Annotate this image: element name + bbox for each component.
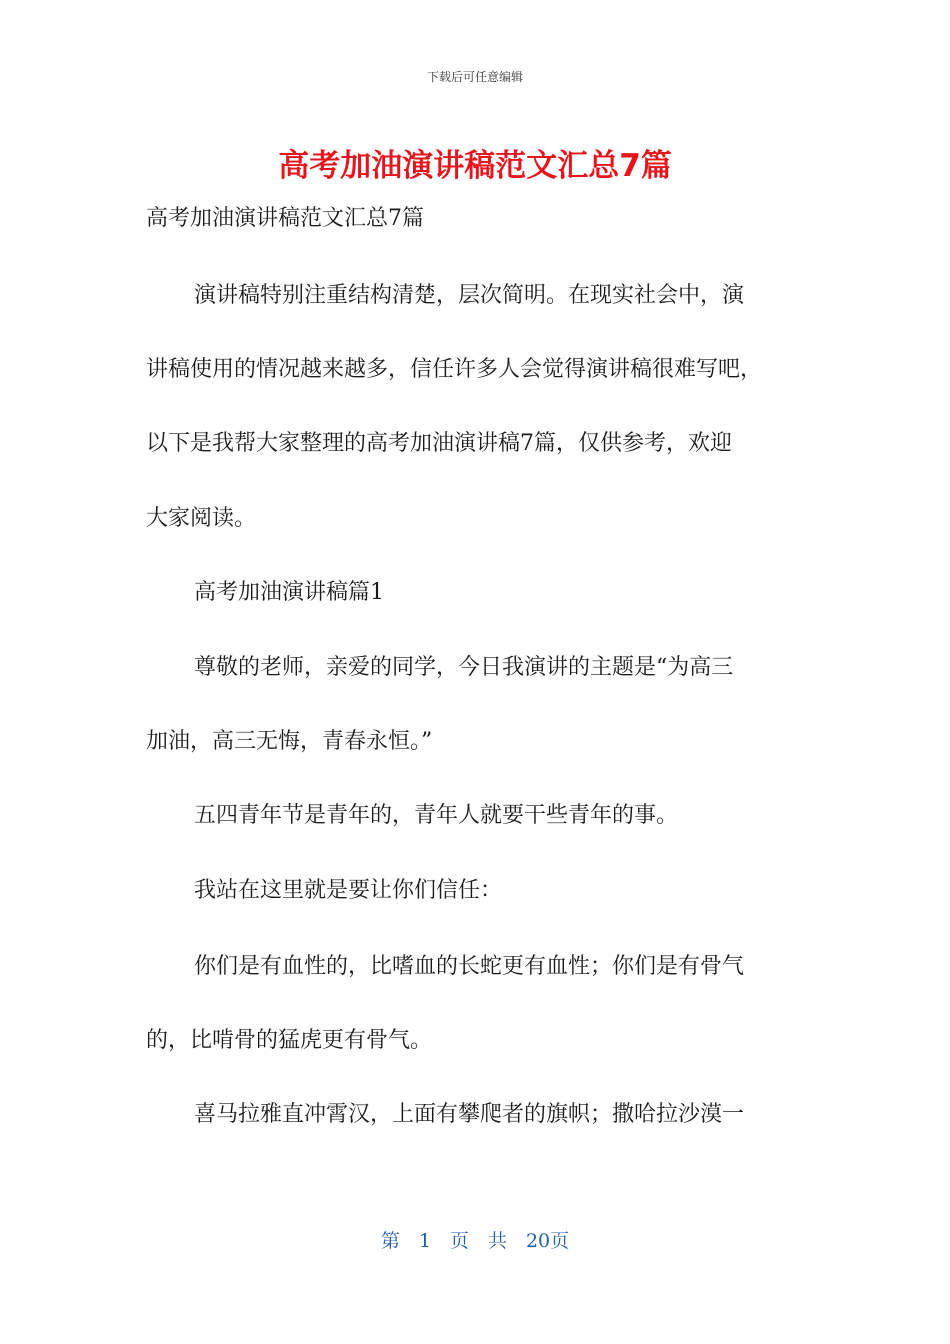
paragraph-line: 以下是我帮大家整理的高考加油演讲稿7篇，仅供参考，欢迎 [146, 431, 732, 456]
subtitle-line: 高考加油演讲稿范文汇总7篇 [146, 206, 424, 231]
paragraph-line: 你们是有血性的，比嗜血的长蛇更有血性；你们是有骨气 [194, 954, 745, 979]
paragraph-line: 五四青年节是青年的，青年人就要干些青年的事。 [194, 803, 679, 828]
paragraph-line: 喜马拉雅直冲霄汉，上面有攀爬者的旗帜；撒哈拉沙漠一 [194, 1102, 745, 1127]
paragraph-line: 加油，高三无悔，青春永恒。” [146, 729, 433, 754]
paragraph-line: 大家阅读。 [146, 506, 257, 531]
page-footer: 第 1 页 共 20页 [380, 1230, 570, 1252]
header-note: 下载后可任意编辑 [426, 70, 523, 84]
paragraph-line: 我站在这里就是要让你们信任： [194, 878, 503, 903]
section-heading: 高考加油演讲稿篇1 [194, 580, 384, 605]
paragraph-line: 讲稿使用的情况越来越多，信任许多人会觉得演讲稿很难写吧， [146, 357, 763, 382]
document-title: 高考加油演讲稿范文汇总7篇 [278, 148, 672, 184]
paragraph-line: 尊敬的老师，亲爱的同学，今日我演讲的主题是“为高三 [194, 655, 734, 680]
paragraph-line: 的，比啃骨的猛虎更有骨气。 [146, 1028, 433, 1053]
paragraph-line: 演讲稿特别注重结构清楚，层次简明。在现实社会中，演 [194, 283, 745, 308]
